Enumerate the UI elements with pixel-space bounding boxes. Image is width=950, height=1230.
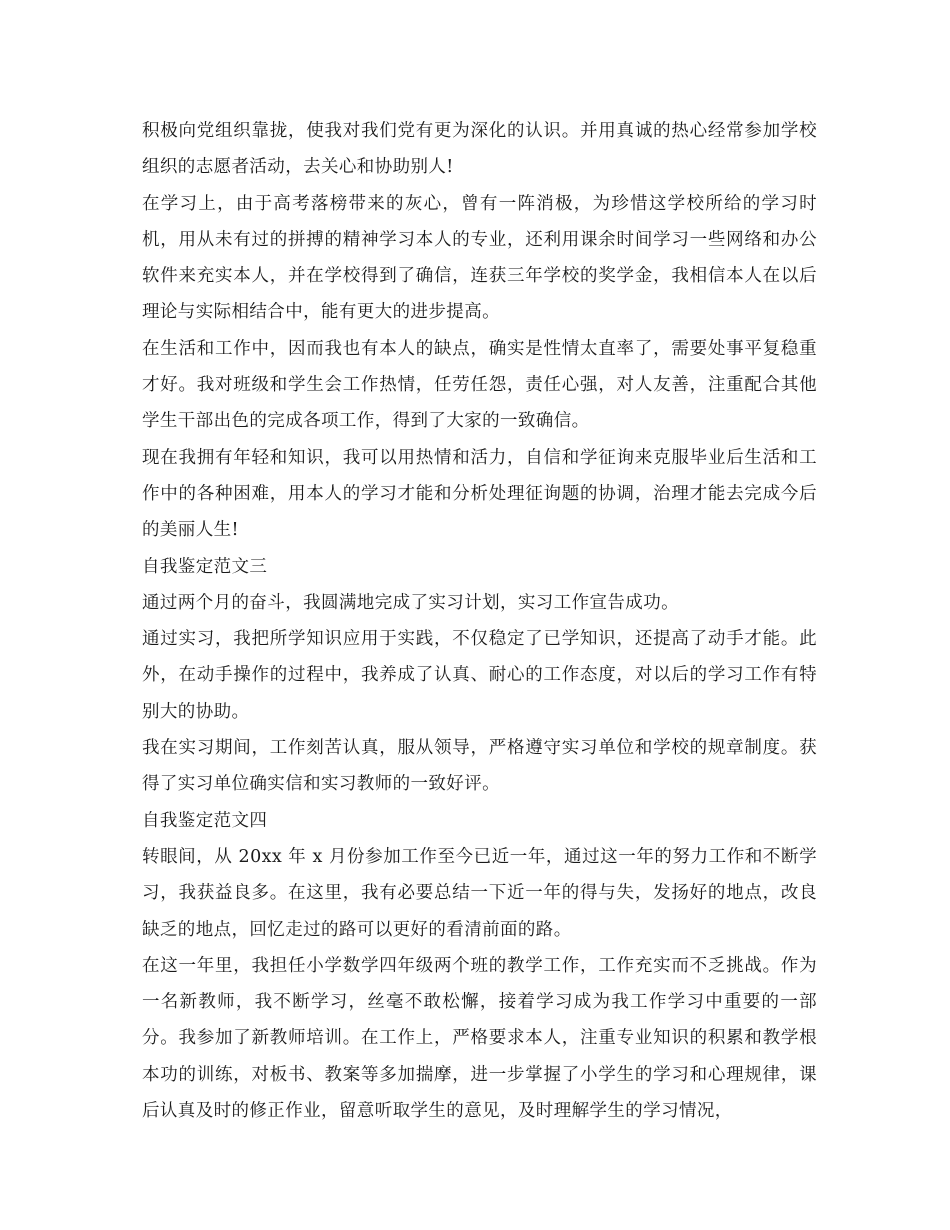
section-heading-sample-three: 自我鉴定范文三: [142, 556, 268, 577]
document-body: [142, 113, 817, 1129]
paragraph-study: 在学习上，由于高考落榜带来的灰心，曾有一阵消极，为珍惜这学校所给的学习时机，用从未有过的拼搏的精神学习本人的专业，还利用课余时间学习一些网络和办公软件来充实本人，并在学校得到了确信，连获三年学校的奖学金，我相信本人在以后理论与实际相结合中，能有更大的进步提高。: [142, 193, 817, 323]
paragraph-teaching-work: 在这一年里，我担任小学数学四年级两个班的教学工作，工作充实而不乏挑战。作为一名新教师，我不断学习，丝毫不敢松懈，接着学习成为我工作学习中重要的一部分。我参加了新教师培训。在工作上，严格要求本人，注重专业知识的积累和教学根本功的训练，对板书、教案等多加揣摩，进一步掌握了小学生的学习和心理规律，课后认真及时的修正作业，留意听取学生的意见，及时理解学生的学习情况，: [142, 955, 817, 1122]
paragraph-future: 现在我拥有年轻和知识，我可以用热情和活力，自信和学征询来克服毕业后生活和工作中的各种困难，用本人的学习才能和分析处理征询题的协调，治理才能去完成今后的美丽人生!: [142, 447, 817, 541]
paragraph-one-year-work: 转眼间，从 20xx 年 x 月份参加工作至今已近一年，通过这一年的努力工作和不断学习，我获益良多。在这里，我有必要总结一下近一年的得与失，发扬好的地点，改良缺乏的地点，回忆走过的路可以更好的看清前面的路。: [142, 846, 817, 940]
paragraph-life-work: 在生活和工作中，因而我也有本人的缺点，确实是性情太直率了，需要处事平复稳重才好。我对班级和学生会工作热情，任劳任怨，责任心强，对人友善，注重配合其他学生干部出色的完成各项工作，得到了大家的一致确信。: [142, 338, 817, 432]
paragraph-party-volunteer: 积极向党组织靠拢，使我对我们党有更为深化的认识。并用真诚的热心经常参加学校组织的志愿者活动，去关心和协助别人!: [142, 121, 817, 178]
section-heading-sample-four: 自我鉴定范文四: [142, 810, 268, 831]
paragraph-internship-complete: 通过两个月的奋斗，我圆满地完成了实习计划，实习工作宣告成功。: [142, 592, 679, 613]
paragraph-internship-conduct: 我在实习期间，工作刻苦认真，服从领导，严格遵守实习单位和学校的规章制度。获得了实习单位确实信和实习教师的一致好评。: [142, 738, 817, 795]
paragraph-internship-practice: 通过实习，我把所学知识应用于实践，不仅稳定了已学知识，还提高了动手才能。此外，在动手操作的过程中，我养成了认真、耐心的工作态度，对以后的学习工作有特别大的协助。: [142, 629, 817, 722]
